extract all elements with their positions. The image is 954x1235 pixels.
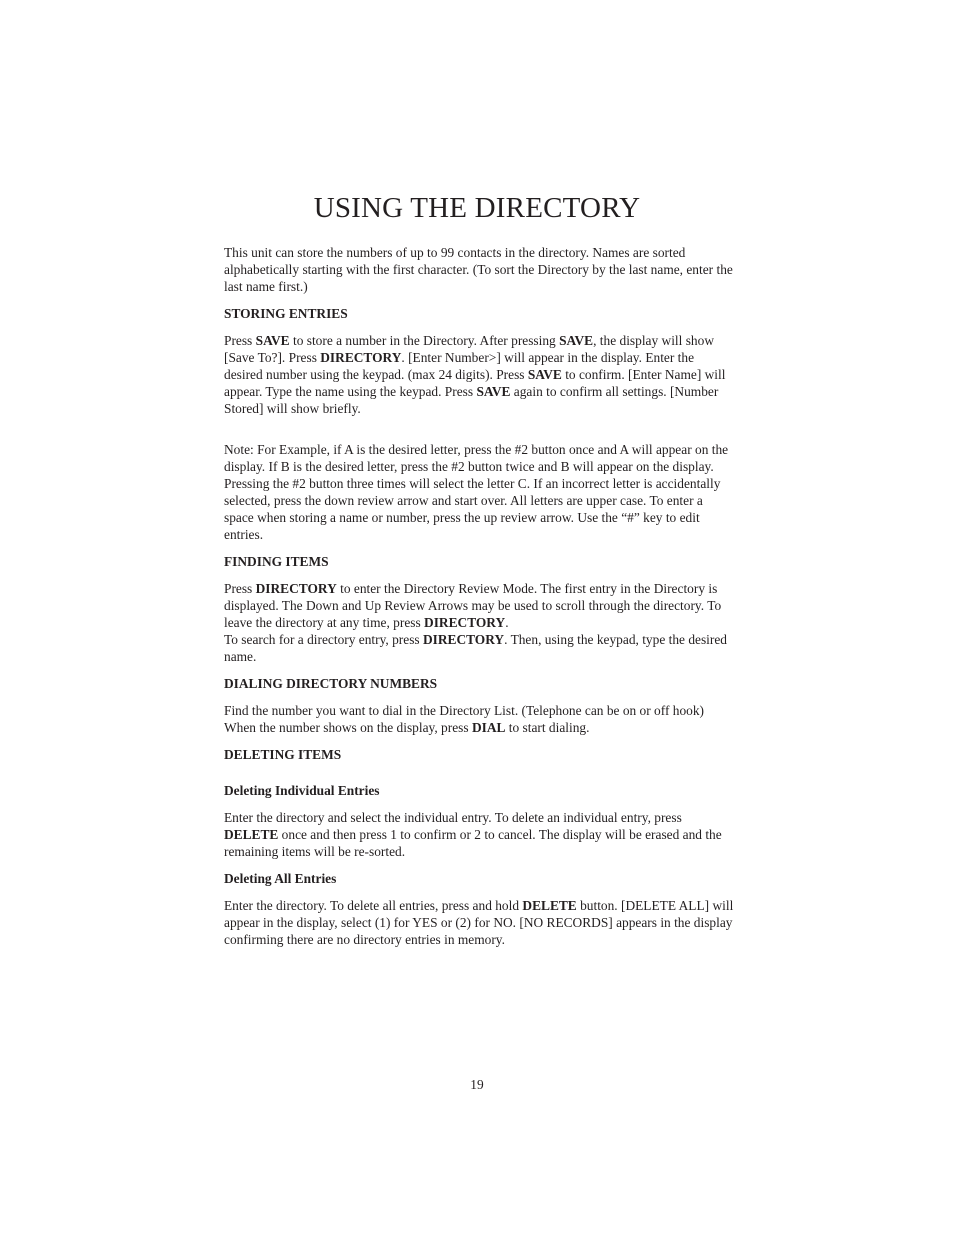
deleting-all-paragraph	[224, 897, 734, 948]
storing-paragraph	[224, 332, 734, 417]
keyword-directory: DIRECTORY	[424, 615, 506, 630]
deleting-individual-paragraph	[224, 809, 734, 860]
subheading-deleting-individual: Deleting Individual Entries	[224, 783, 380, 798]
text-run: Enter the directory. To delete all entries, press and hold	[224, 898, 523, 913]
document-body	[224, 244, 734, 958]
keyword-save: SAVE	[255, 333, 290, 348]
text-run: Enter the directory and select the individual entry. To delete an individual entry, press	[224, 810, 682, 825]
keyword-delete: DELETE	[522, 898, 577, 913]
text-run: , the display will show [Save To?]. Press	[224, 333, 714, 365]
section-heading-dialing: DIALING DIRECTORY NUMBERS	[224, 676, 438, 691]
keyword-directory: DIRECTORY	[320, 350, 402, 365]
text-run: .	[505, 615, 509, 630]
text-run: To search for a directory entry, press	[224, 632, 423, 647]
keyword-save: SAVE	[476, 384, 511, 399]
text-run: to start dialing.	[505, 720, 590, 735]
page-title: USING THE DIRECTORY	[313, 192, 641, 224]
keyword-directory: DIRECTORY	[422, 632, 505, 647]
text-run: once and then press 1 to confirm or 2 to cancel. The display will be erased and the remaining items will be re-sorted.	[224, 827, 722, 859]
keyword-save: SAVE	[559, 333, 594, 348]
text-run: . [Enter Number>] will appear in the display. Enter the desired number using the keypad. (max 24 digits). Press	[224, 350, 695, 382]
keyword-directory: DIRECTORY	[255, 581, 337, 596]
note-paragraph: Note: For Example, if A is the desired letter, press the #2 button once and A will appear on the display. If B is the desired letter, press the #2 button twice and B will appear on the display. Pressing the #2 button three times will select the letter C. If an incorrect letter is accidentally selected, press the down review arrow and start over. All letters are upper case. To enter a space when storing a name or number, press the up review arrow. Use the “#” key to edit entries.	[224, 442, 729, 542]
text-run: button. [DELETE ALL] will appear in the display, select (1) for YES or (2) for NO. [NO RECORDS] appears in the display confirming there are no directory entries in memory.	[224, 898, 734, 947]
intro-paragraph: This unit can store the numbers of up to 99 contacts in the directory. Names are sorted alphabetically starting with the first character. (To sort the Directory by the last name, enter the last name first.)	[224, 245, 733, 294]
text-run: to enter the Directory Review Mode. The first entry in the Directory is displayed. The Down and Up Review Arrows may be used to scroll through the directory. To leave the directory at any time, press	[224, 581, 722, 630]
text-run: to store a number in the Directory. After pressing	[289, 333, 560, 348]
text-run: Find the number you want to dial in the Directory List. (Telephone can be on or off hook) When the number shows on the display, press	[224, 703, 705, 735]
dialing-paragraph	[224, 702, 734, 736]
finding-paragraph	[224, 580, 734, 631]
text-run: to confirm. [Enter Name] will appear. Type the name using the keypad. Press	[224, 367, 726, 399]
section-heading-storing: STORING ENTRIES	[224, 306, 348, 321]
page-number: 19	[470, 1077, 484, 1092]
section-heading-finding: FINDING ITEMS	[224, 554, 329, 569]
search-paragraph	[224, 631, 734, 665]
text-run: again to confirm all settings. [Number Stored] will show briefly.	[224, 384, 719, 416]
keyword-save: SAVE	[527, 367, 562, 382]
text-run: Press	[224, 581, 256, 596]
subheading-deleting-all: Deleting All Entries	[224, 871, 337, 886]
text-run: . Then, using the keypad, type the desired name.	[224, 632, 727, 664]
keyword-delete: DELETE	[224, 827, 279, 842]
text-run: Press	[224, 333, 256, 348]
section-heading-deleting: DELETING ITEMS	[224, 747, 342, 762]
keyword-dial: DIAL	[471, 720, 506, 735]
